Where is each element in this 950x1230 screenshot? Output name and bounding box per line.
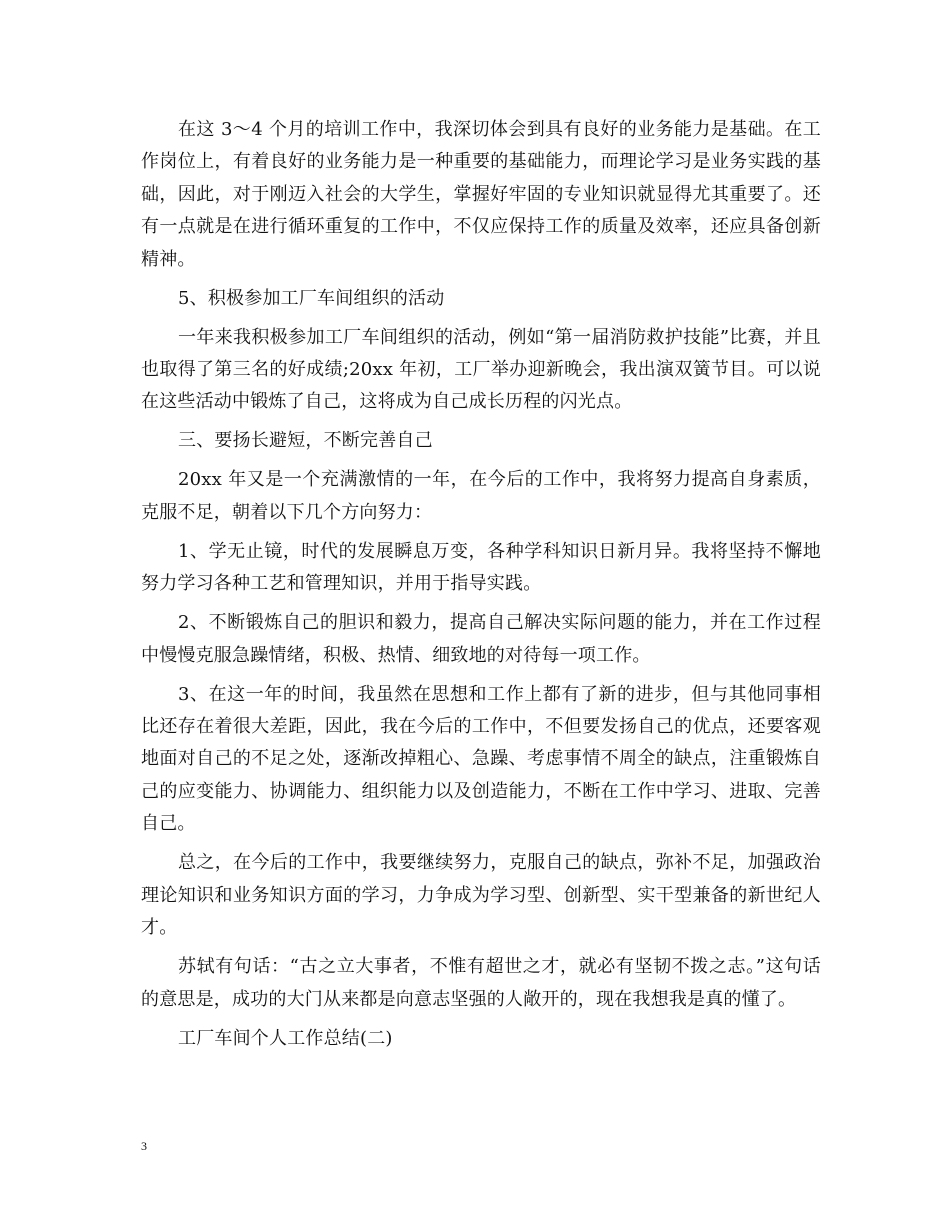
section-title-summary-two: 工厂车间个人工作总结(二)	[178, 1027, 393, 1049]
list-item-1: 1、学无止镜，时代的发展瞬息万变，各种学科知识日新月异。我将坚持不懈地努力学习各种工艺和管理知识，并用于指导实践。	[141, 540, 821, 595]
paragraph-conclusion: 总之，在今后的工作中，我要继续努力，克服自己的缺点，弥补不足，加强政治理论知识和业务知识方面的学习，力争成为学习型、创新型、实干型兼备的新世纪人才。	[141, 852, 821, 939]
paragraph-new-year-goals: 20xx 年又是一个充满激情的一年，在今后的工作中，我将努力提高自身素质，克服不足，朝着以下几个方向努力：	[141, 469, 821, 523]
list-item-2: 2、不断锻炼自己的胆识和毅力，提高自己解决实际问题的能力，并在工作过程中慢慢克服急躁情绪，积极、热情、细致地的对待每一项工作。	[141, 612, 821, 666]
paragraph-activities: 一年来我积极参加工厂车间组织的活动，例如“第一届消防救护技能”比赛，并且也取得了第三名的好成绩;20xx 年初，工厂举办迎新晚会，我出演双簧节目。可以说在这些活动中锻炼了自己，这将成为自己成长历程的闪光点。	[141, 326, 821, 413]
paragraph-training-reflection: 在这 3～4 个月的培训工作中，我深切体会到具有良好的业务能力是基础。在工作岗位上，有着良好的业务能力是一种重要的基础能力，而理论学习是业务实践的基础，因此，对于刚迈入社会的大学生，掌握好牢固的专业知识就显得尤其重要了。还有一点就是在进行循环重复的工作中，不仅应保持工作的质量及效率，还应具备创新精神。	[141, 119, 821, 270]
page-number: 3	[141, 1139, 147, 1153]
document-body	[141, 114, 821, 1055]
list-item-3: 3、在这一年的时间，我虽然在思想和工作上都有了新的进步，但与其他同事相比还存在着很大差距，因此，我在今后的工作中，不但要发扬自己的优点，还要客观地面对自己的不足之处，逐渐改掉粗心、急躁、考虑事情不周全的缺点，注重锻炼自己的应变能力、协调能力、组织能力以及创造能力，不断在工作中学习、进取、完善自己。	[141, 683, 821, 835]
heading-self-improvement: 三、要扬长避短，不断完善自己	[178, 430, 433, 452]
heading-workshop-activities: 5、积极参加工厂车间组织的活动	[178, 287, 445, 309]
paragraph-quote: 苏轼有句话：“古之立大事者，不惟有超世之才，就必有坚韧不拨之志。”这句话的意思是，成功的大门从来都是向意志坚强的人敞开的，现在我想我是真的懂了。	[141, 956, 821, 1010]
